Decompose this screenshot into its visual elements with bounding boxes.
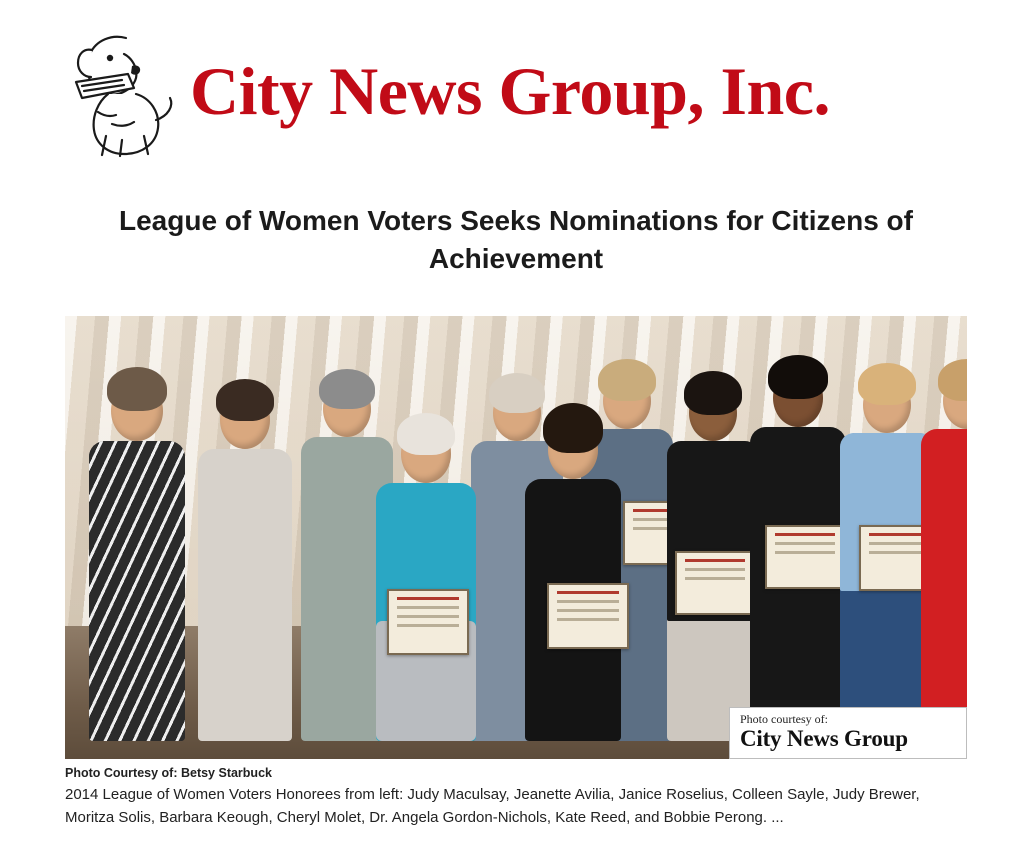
honoree-figure <box>517 385 629 741</box>
site-logo[interactable] <box>52 24 830 159</box>
photo-caption: 2014 League of Women Voters Honorees from left: Judy Maculsay, Jeanette Avilia, Janice Roselius, Colleen Sayle, Judy Brewer, Moritza Solis, Barbara Keough, Cheryl Molet, Dr. Angela Gordon-Nichols, Kate Reed, and Bobbie Perong. ... <box>65 785 920 826</box>
certificate <box>387 589 469 655</box>
photo-courtesy-badge <box>729 707 967 759</box>
honoree-figure <box>83 341 191 741</box>
photo-courtesy-label: Photo courtesy of: <box>740 711 828 726</box>
dog-with-newspaper-logo-icon <box>52 24 180 159</box>
honoree-figure <box>193 349 297 741</box>
honorees-photo <box>65 316 967 759</box>
page-title: League of Women Voters Seeks Nominations for Citizens of Achievement <box>119 205 913 274</box>
honorees-group <box>65 316 967 759</box>
certificate <box>675 551 755 615</box>
certificate <box>765 525 845 589</box>
certificate <box>547 583 629 649</box>
article-photo-block <box>65 316 967 830</box>
site-masthead <box>0 0 1032 160</box>
honoree-figure <box>371 381 481 741</box>
honoree-figure <box>917 331 967 741</box>
photo-credit: Photo Courtesy of: Betsy Starbuck <box>65 765 272 780</box>
brand-title: City News Group, Inc. <box>190 53 830 129</box>
photo-courtesy-brand: City News Group <box>740 725 908 751</box>
